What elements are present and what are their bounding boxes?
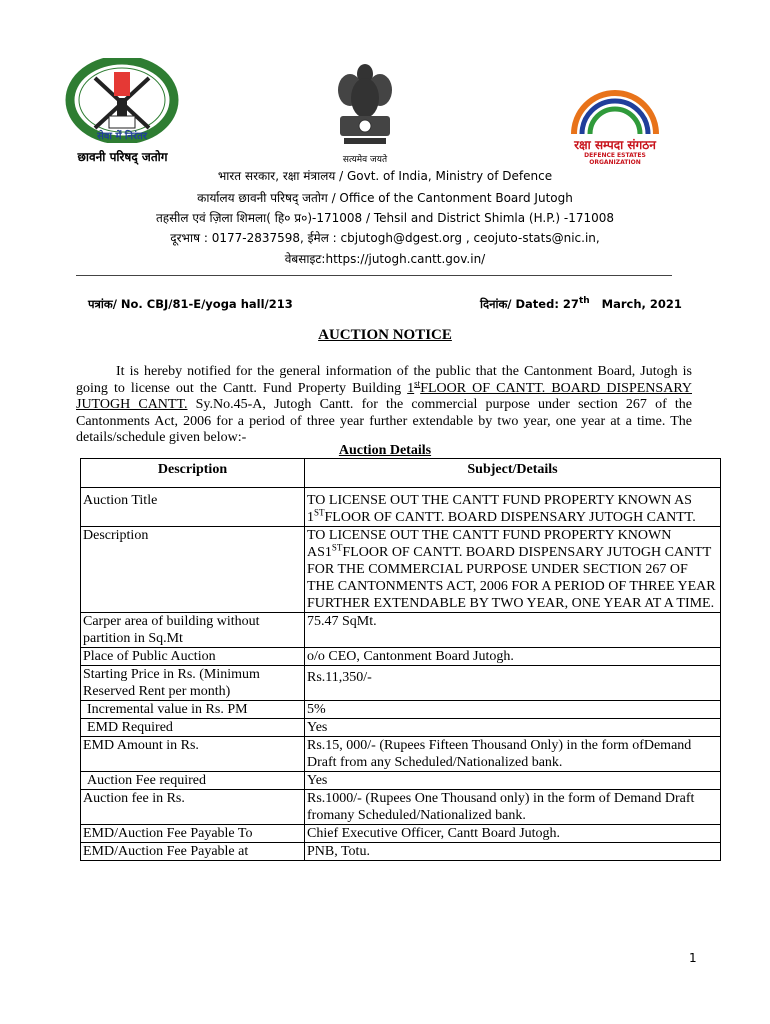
table-row [81, 613, 721, 648]
intro-property-name: FLOOR OF CANTT. BOARD DISPENSARY JUTOGH CANTT. [76, 380, 692, 412]
row-label: EMD/Auction Fee Payable at [81, 843, 305, 861]
row-value: Chief Executive Officer, Cantt Board Jutogh. [305, 825, 721, 843]
row-value-part: FLOOR OF CANTT. BOARD DISPENSARY JUTOGH CANTT. [324, 510, 696, 525]
national-emblem [330, 58, 400, 168]
lion-capital-icon [330, 58, 400, 154]
header-line-website: वेबसाइट:https://jutogh.cantt.gov.in/ [284, 252, 486, 266]
defence-estates-logo [560, 58, 670, 168]
row-value: Rs.15, 000/- (Rupees Fifteen Thousand Only) in the form ofDemand Draft from any Scheduled/Nationalized bank. [305, 737, 721, 772]
row-label: Auction Fee required [81, 772, 305, 790]
header-line-ministry: भारत सरकार, रक्षा मंत्रालय / Govt. of India, Ministry of Defence [217, 169, 553, 183]
table-row [81, 843, 721, 861]
cantonment-board-logo [65, 58, 180, 168]
row-value [305, 527, 721, 613]
table-row [81, 825, 721, 843]
tricolour-ring-icon [560, 58, 670, 138]
row-value: 5% [305, 701, 721, 719]
header-subject-details: Subject/Details [305, 459, 721, 488]
table-caption: Auction Details [338, 443, 432, 458]
row-value-part: TO LICENSE OUT THE CANTT FUND PROPERTY KNOWN AS1 [307, 528, 672, 560]
header-divider [76, 275, 672, 276]
table-row [81, 488, 721, 527]
header-line-office: कार्यालय छावनी परिषद् जतोग / Office of the Cantonment Board Jutogh [197, 191, 573, 205]
row-label: Carper area of building without partition in Sq.Mt [81, 613, 305, 648]
table-row [81, 666, 721, 701]
row-label: EMD Required [81, 719, 305, 737]
date-prefix: दिनांक/ Dated: 27 [480, 297, 579, 311]
header-line-contact: दूरभाष : 0177-2837598, ईमेल : cbjutogh@dgest.org , ceojuto-stats@nic.in, [170, 231, 600, 245]
logo-caption: छावनी परिषद् जतोग [77, 150, 168, 164]
row-value: o/o CEO, Cantonment Board Jutogh. [305, 648, 721, 666]
table-row [81, 790, 721, 825]
table-row [81, 648, 721, 666]
auction-details-table [80, 458, 721, 861]
date-month-year: March, 2021 [601, 297, 682, 311]
page-title: AUCTION NOTICE [318, 327, 452, 343]
row-value-sup: ST [331, 542, 343, 553]
row-value-sup: ST [314, 507, 325, 518]
table-header-row [81, 459, 721, 488]
row-value: PNB, Totu. [305, 843, 721, 861]
page-number: 1 [689, 951, 697, 965]
row-value: Rs.11,350/- [305, 666, 721, 701]
row-value-part: FLOOR OF CANTT. BOARD DISPENSARY JUTOGH CANTT FOR THE COMMERCIAL PURPOSE UNDER SECTION 267 OF THE CANTONMENTS ACT, 2006 FOR A PERIOD OF THREE YEAR FURTHER EXTENDABLE BY TWO YEAR, ONE YEAR AT A TIME. [307, 545, 716, 611]
row-value: Yes [305, 772, 721, 790]
intro-paragraph [76, 364, 692, 447]
intro-text-2: Sy.No.45-A, Jutogh Cantt. for the commercial purpose under section 267 of the Cantonments Act, 2006 for a period of three year further extendable by two year, one year at a time. The details/schedule given below:- [76, 397, 692, 445]
header-description: Description [81, 459, 305, 488]
org-name-hindi: रक्षा सम्पदा संगठन [574, 138, 656, 152]
table-row [81, 527, 721, 613]
row-value: Rs.1000/- (Rupees One Thousand only) in the form of Demand Draft fromany Scheduled/Nationalized bank. [305, 790, 721, 825]
row-value: Yes [305, 719, 721, 737]
row-label: Starting Price in Rs. (Minimum Reserved Rent per month) [81, 666, 305, 701]
table-row [81, 772, 721, 790]
date-suffix-sup: th [578, 296, 590, 307]
row-label: Incremental value in Rs. PM [81, 701, 305, 719]
row-label: Description [81, 527, 305, 613]
header-line-address: तहसील एवं ज़िला शिमला( हि० प्र०)-171008 / Tehsil and District Shimla (H.P.) -171008 [155, 211, 615, 225]
reference-date [480, 297, 682, 312]
intro-property-number: 1 [407, 380, 415, 396]
org-name-english: DEFENCE ESTATES ORGANIZATION [584, 152, 646, 166]
logo-motto: सेवा में निरंतर [97, 131, 147, 142]
row-label: Place of Public Auction [81, 648, 305, 666]
intro-property-sup: st [414, 377, 421, 388]
row-value [305, 488, 721, 527]
row-label: Auction Title [81, 488, 305, 527]
row-label: EMD/Auction Fee Payable To [81, 825, 305, 843]
table-row [81, 701, 721, 719]
row-value-part: TO LICENSE OUT THE CANTT FUND PROPERTY KNOWN AS 1 [307, 493, 692, 525]
intro-text-1: It is hereby notified for the general information of the public that the Cantonment Board, Jutogh is going to license out the Cantt. Fund Property Building [76, 364, 692, 396]
row-label: Auction fee in Rs. [81, 790, 305, 825]
emblem-caption: सत्यमेव जयते [342, 155, 388, 165]
table-row [81, 737, 721, 772]
reference-number: पत्रांक/ No. CBJ/81-E/yoga hall/213 [88, 297, 293, 311]
table-row [81, 719, 721, 737]
row-value: 75.47 SqMt. [305, 613, 721, 648]
row-label: EMD Amount in Rs. [81, 737, 305, 772]
